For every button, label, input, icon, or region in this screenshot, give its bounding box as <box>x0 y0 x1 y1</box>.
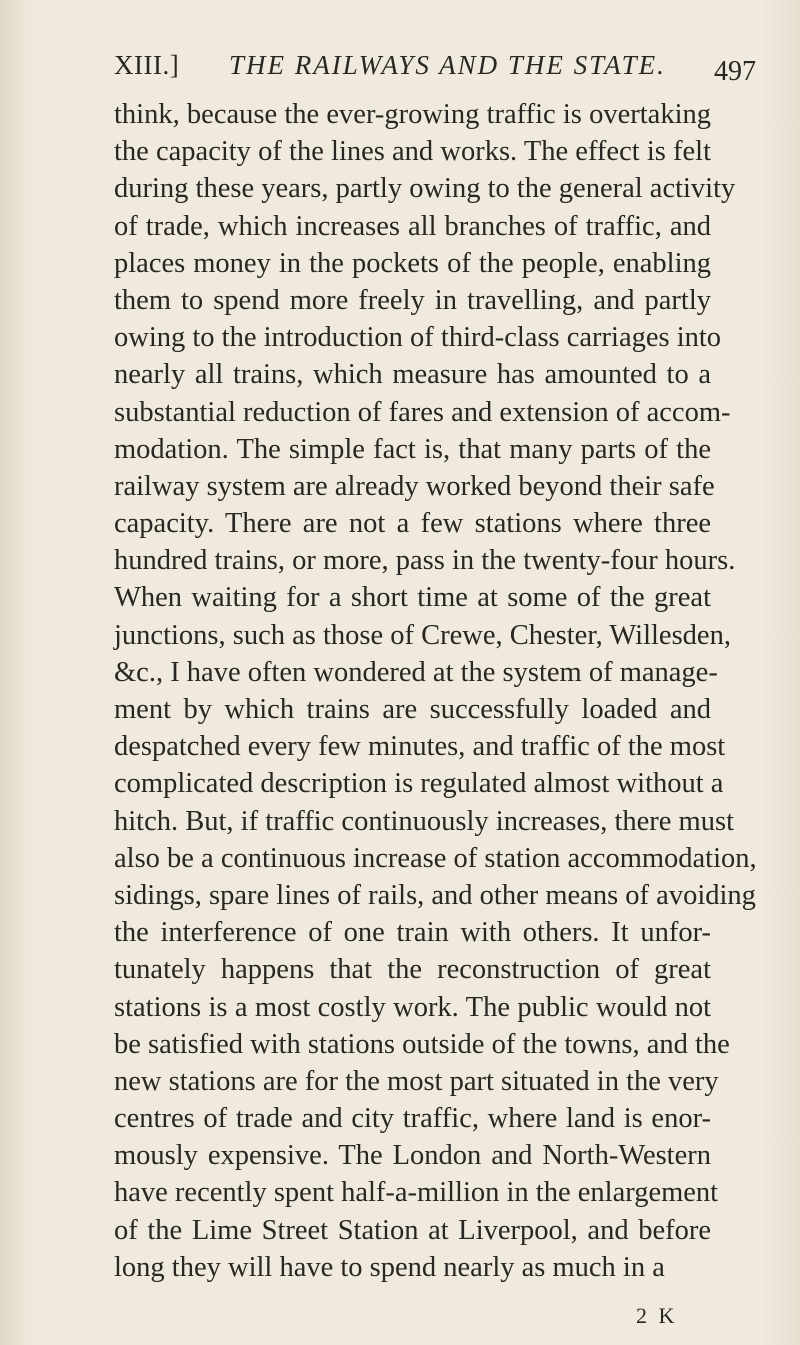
text-line: during these years, partly owing to the general activity <box>114 173 736 205</box>
text-line: owing to the introduction of third-class carriages into <box>114 322 722 354</box>
text-line: the interference of one train with others. It unfor- <box>114 917 711 949</box>
page-number: 497 <box>714 56 756 87</box>
text-line: the capacity of the lines and works. The effect is felt <box>114 136 711 168</box>
text-line: hundred trains, or more, pass in the twenty-four hours. <box>114 545 736 577</box>
text-line: railway system are already worked beyond their safe <box>114 470 715 502</box>
text-line: mously expensive. The London and North-Western <box>114 1140 711 1172</box>
text-line: be satisfied with stations outside of the towns, and the <box>114 1028 730 1060</box>
running-title: THE RAILWAYS AND THE STATE. <box>229 50 666 80</box>
text-line: them to spend more freely in travelling, and partly <box>114 284 711 316</box>
chapter-number: XIII.] <box>114 50 180 80</box>
text-line: capacity. There are not a few stations where three <box>114 508 711 540</box>
text-line: also be a continuous increase of station accommodation, <box>114 842 757 874</box>
text-line: nearly all trains, which measure has amounted to a <box>114 359 711 391</box>
text-line: of trade, which increases all branches of traffic, and <box>114 210 711 242</box>
text-line: hitch. But, if traffic continuously increases, there must <box>114 805 734 837</box>
text-line: places money in the pockets of the people, enabling <box>114 247 711 279</box>
text-line: &c., I have often wondered at the system of manage- <box>114 656 718 688</box>
text-line: think, because the ever-growing traffic is overtaking <box>114 99 711 130</box>
text-line: complicated description is regulated almost without a <box>114 768 724 800</box>
text-line: centres of trade and city traffic, where land is enor- <box>114 1103 711 1135</box>
body-text <box>114 96 757 1286</box>
text-line: When waiting for a short time at some of the great <box>114 582 711 614</box>
text-line: ment by which trains are successfully loaded and <box>114 694 711 725</box>
text-line: stations is a most costly work. The public would not <box>114 991 711 1023</box>
text-line: of the Lime Street Station at Liverpool, and before <box>114 1214 711 1246</box>
text-line: junctions, such as those of Crewe, Chester, Willesden, <box>114 619 731 651</box>
text-line: have recently spent half-a-million in the enlargement <box>114 1177 719 1209</box>
text-line: new stations are for the most part situated in the very <box>114 1065 719 1097</box>
text-line: despatched every few minutes, and traffic of the most <box>114 731 726 763</box>
text-line: long they will have to spend nearly as much in a <box>114 1251 665 1283</box>
text-line: substantial reduction of fares and extension of accom- <box>114 396 731 428</box>
signature-mark: 2 K <box>636 1303 678 1328</box>
text-line: modation. The simple fact is, that many parts of the <box>114 433 711 465</box>
text-line: sidings, spare lines of rails, and other means of avoiding <box>114 879 756 911</box>
running-head <box>64 50 756 90</box>
text-line: tunately happens that the reconstruction of great <box>114 954 711 986</box>
